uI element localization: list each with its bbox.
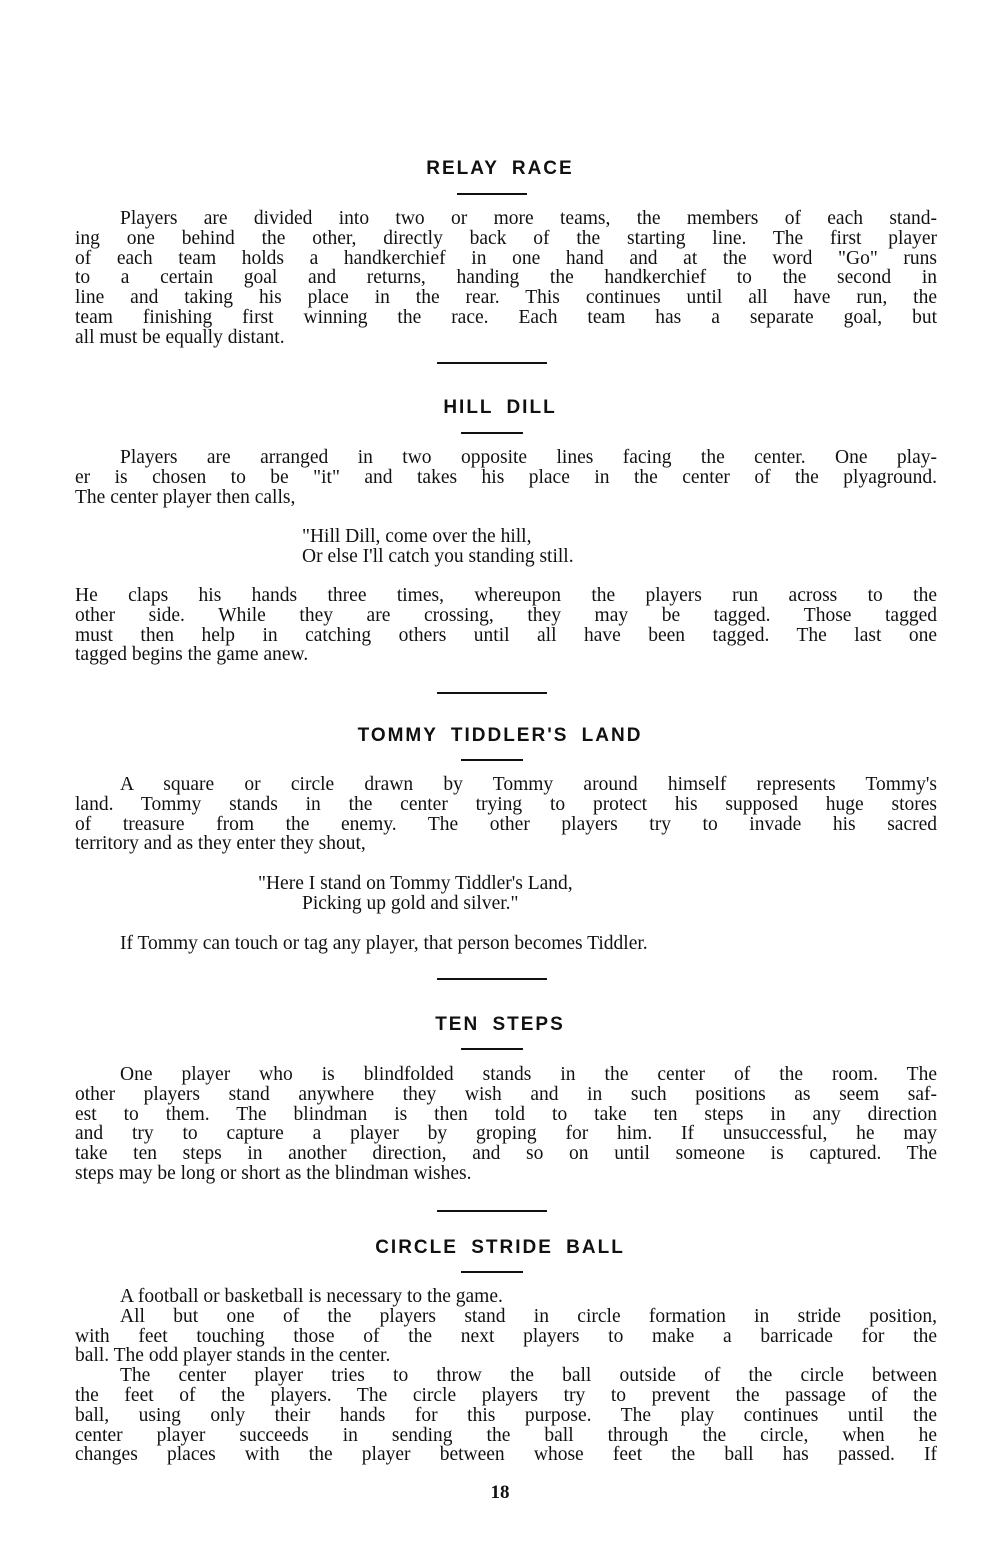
section-heading: HILL DILL [443,397,557,418]
section-heading: TEN STEPS [435,1014,565,1035]
section-heading: RELAY RACE [426,158,574,179]
heading-underline [461,1048,523,1050]
text-line: center player succeeds in sending the ball through the circle, when he [75,1424,937,1446]
text-line: with feet touching those of the next players to make a barricade for the [75,1325,937,1347]
text-line: line and taking his place in the rear. This continues until all have run, the [75,287,937,309]
text-line: All but one of the players stand in circle formation in stride position, [120,1305,937,1327]
paragraph [75,1287,937,1307]
text-line: tagged begins the game anew. [75,644,309,666]
text-line: the feet of the players. The circle players try to prevent the passage of the [75,1384,937,1406]
text-line: to a certain goal and returns, handing the handkerchief to the second in [75,267,937,289]
paragraph [75,448,937,507]
page-number: 18 [490,1482,510,1503]
text-line: A square or circle drawn by Tommy around himself represents Tommy's [120,774,937,795]
text-line: The center player tries to throw the ball outside of the circle between [120,1365,937,1387]
text-line: ball, using only their hands for this purpose. The play continues until the [75,1404,937,1426]
text-line: steps may be long or short as the blindman wishes. [75,1162,472,1184]
paragraph [75,586,937,665]
text-line: territory and as they enter they shout, [75,833,366,855]
paragraph [75,209,937,348]
text-line: One player who is blindfolded stands in the center of the room. The [120,1064,937,1085]
section-separator [437,362,547,364]
text-line: land. Tommy stands in the center trying to protect his supposed huge stores [75,793,937,815]
section-separator [437,692,547,694]
text-line: changes places with the player between whose feet the ball has passed. If [75,1444,937,1466]
heading-underline [457,193,527,195]
section-heading: TOMMY TIDDLER'S LAND [357,725,643,746]
text-line: est to them. The blindman is then told to take ten steps in any direction [75,1103,937,1125]
verse-line: Picking up gold and silver." [302,892,519,914]
verse-line: "Hill Dill, come over the hill, [302,526,532,547]
verse-line: "Here I stand on Tommy Tiddler's Land, [258,873,573,894]
section-separator [437,978,547,980]
paragraph [75,775,937,854]
verse-line: Or else I'll catch you standing still. [302,545,574,567]
paragraph [75,934,937,954]
text-line: other side. While they are crossing, they may be tagged. Those tagged [75,604,937,626]
text-line: He claps his hands three times, whereupon the players run across to the [75,585,937,606]
heading-underline [461,759,523,761]
text-line: of treasure from the enemy. The other players try to invade his sacred [75,813,937,835]
text-line: other players stand anywhere they wish and in such positions as seem saf- [75,1083,937,1105]
text-line: ball. The odd player stands in the center. [75,1345,391,1367]
text-line: of each team holds a handkerchief in one hand and at the word "Go" runs [75,247,937,269]
paragraph [75,1366,937,1465]
text-line: Players are divided into two or more teams, the members of each stand- [120,208,937,229]
text-line: A football or basketball is necessary to the game. [120,1286,503,1307]
text-line: all must be equally distant. [75,326,285,348]
heading-underline [461,1271,523,1273]
heading-underline [461,432,523,434]
text-line: If Tommy can touch or tag any player, that person becomes Tiddler. [120,933,648,954]
section-heading: CIRCLE STRIDE BALL [375,1237,625,1258]
text-line: er is chosen to be "it" and takes his place in the center of the plyaground. [75,466,937,488]
text-line: The center player then calls, [75,486,296,508]
section-separator [437,1210,547,1212]
text-line: must then help in catching others until all have been tagged. The last one [75,624,937,646]
paragraph [75,1065,937,1184]
text-line: take ten steps in another direction, and so on until someone is captured. The [75,1143,937,1165]
text-line: team finishing first winning the race. Each team has a separate goal, but [75,306,937,328]
text-line: and try to capture a player by groping for him. If unsuccessful, he may [75,1123,937,1145]
text-line: ing one behind the other, directly back of the starting line. The first player [75,227,937,249]
paragraph [75,1307,937,1366]
text-line: Players are arranged in two opposite lines facing the center. One play- [120,447,937,468]
